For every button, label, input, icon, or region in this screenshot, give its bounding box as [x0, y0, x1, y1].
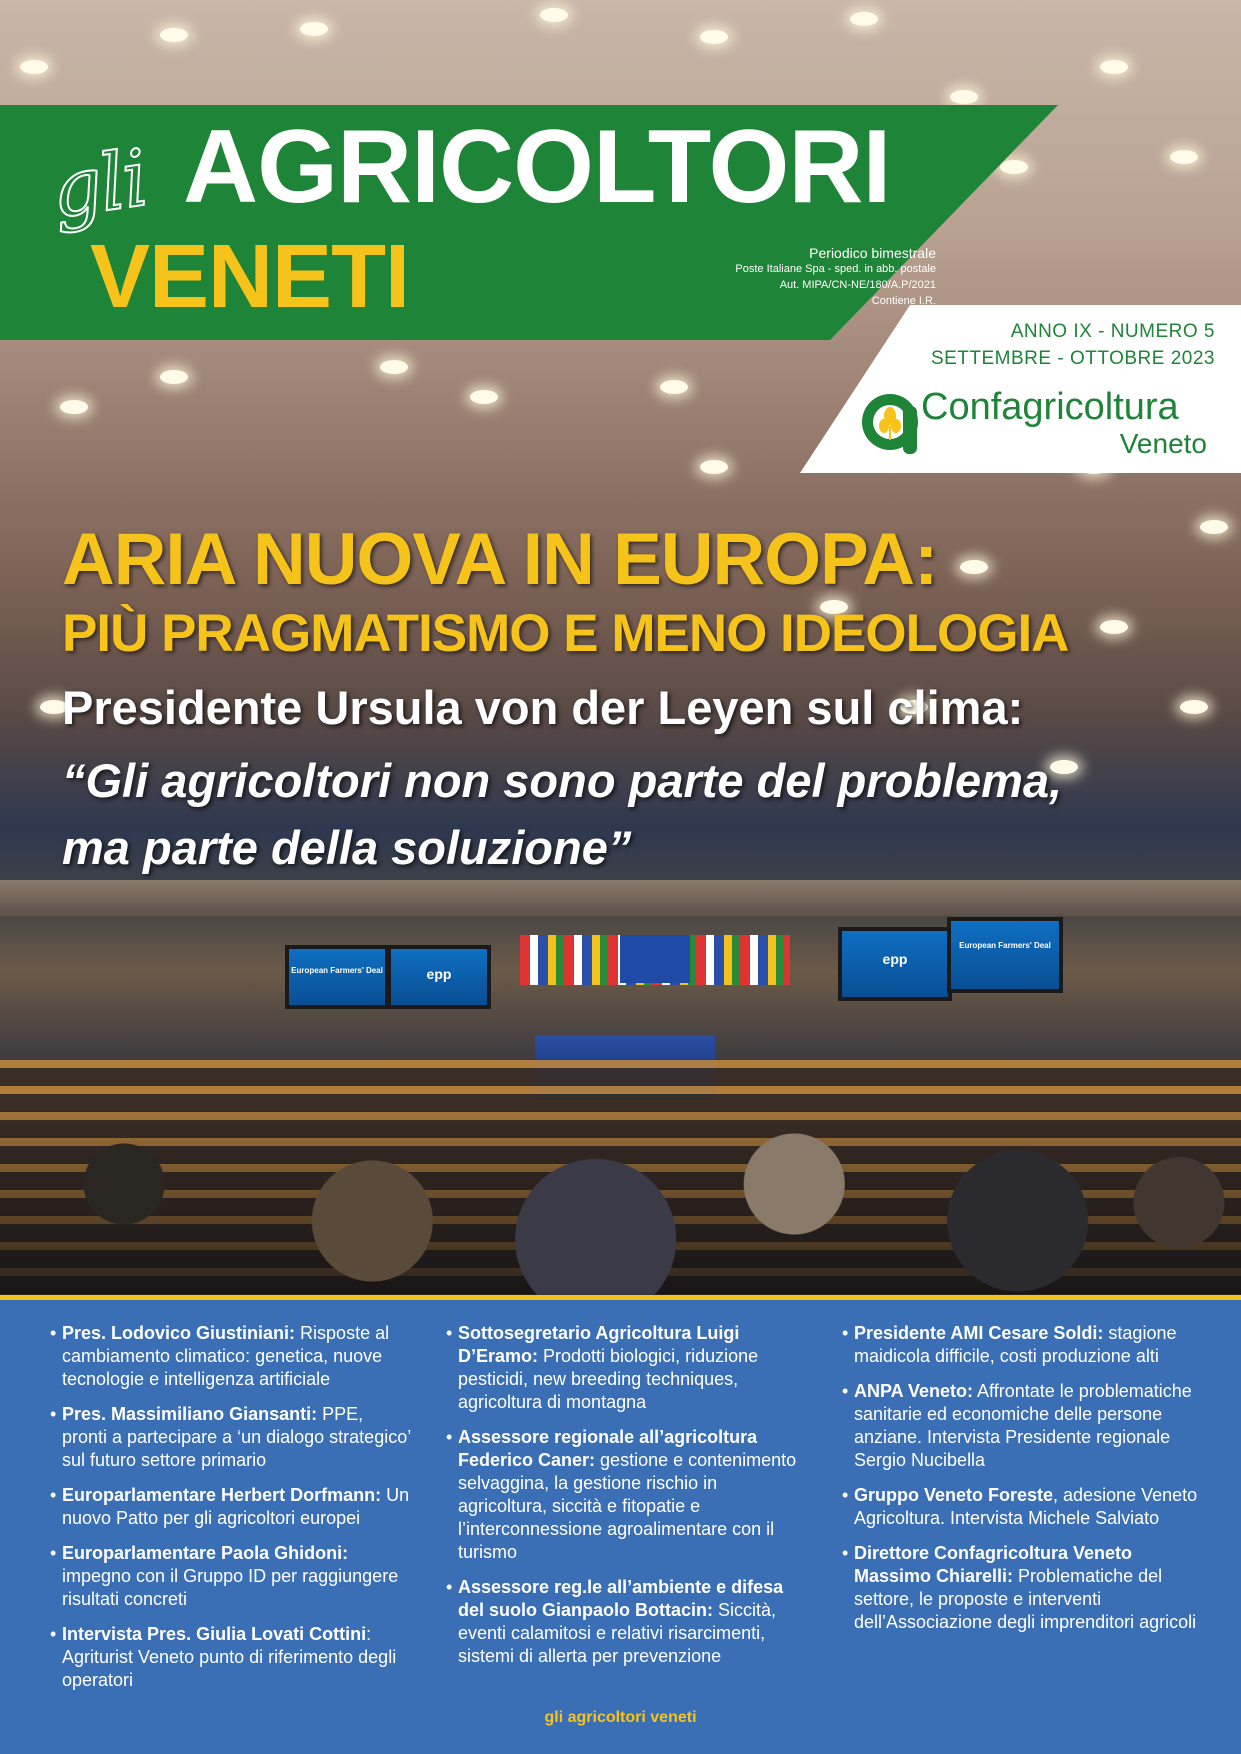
contents-item: • Pres. Massimiliano Giansanti: PPE, pronti a partecipare a ‘un dialogo strategico’ sul futuro settore primario — [50, 1403, 412, 1472]
info-line: Periodico bimestrale — [809, 245, 936, 261]
cover-headline: ARIA NUOVA IN EUROPA: — [62, 519, 938, 600]
logo-region: Veneto — [1119, 428, 1207, 459]
screen-farmers-deal-right: European Farmers' Deal — [947, 917, 1063, 993]
issue-info — [931, 318, 1215, 372]
contents-item: • ANPA Veneto: Affrontate le problematiche sanitarie ed economiche delle persone anziane. Intervista Presidente regionale Sergio Nucibella — [842, 1380, 1204, 1472]
contents-column-3 — [842, 1322, 1204, 1646]
contents-item: • Intervista Pres. Giulia Lovati Cottini: Agriturist Veneto punto di riferimento degli operatori — [50, 1623, 412, 1692]
logo-name: Confagricoltura — [921, 386, 1179, 428]
info-line: Contiene I.R. — [871, 295, 936, 307]
contents-item: • Gruppo Veneto Foreste, adesione Veneto Agricoltura. Intervista Michele Salviato — [842, 1484, 1204, 1530]
contents-item: • Assessore reg.le all’ambiente e difesa del suolo Gianpaolo Bottacin: Siccità, eventi calamitosi e relativi risarcimenti, sistemi di allerta per prevenzione — [446, 1576, 808, 1668]
contents-item: • Europarlamentare Paola Ghidoni: impegno con il Gruppo ID per raggiungere risultati concreti — [50, 1542, 412, 1611]
screen-epp-right: epp — [838, 927, 952, 1001]
confagricoltura-logo-icon — [859, 386, 921, 458]
cover-subheadline: PIÙ PRAGMATISMO E MENO IDEOLOGIA — [62, 604, 1069, 663]
masthead-subtitle: VENETI — [90, 227, 410, 327]
contents-item: • Direttore Confagricoltura Veneto Massimo Chiarelli: Problematiche del settore, le proposte e interventi dell’Associazione degli imprenditori agricoli — [842, 1542, 1204, 1634]
cover-kicker: Presidente Ursula von der Leyen sul clima: — [62, 681, 1024, 734]
publication-info — [735, 245, 936, 309]
issue-number: ANNO IX - NUMERO 5 — [1010, 321, 1215, 342]
issue-date: SETTEMBRE - OTTOBRE 2023 — [930, 348, 1215, 369]
screen-epp-left: epp — [387, 945, 491, 1009]
contents-item: • Presidente AMI Cesare Soldi: stagione maidicola difficile, costi produzione alti — [842, 1322, 1204, 1368]
info-line: Poste Italiane Spa - sped. in abb. postale — [735, 263, 936, 275]
masthead-gli: gli — [46, 133, 152, 237]
contents-item: • Europarlamentare Herbert Dorfmann: Un nuovo Patto per gli agricoltori europei — [50, 1484, 412, 1530]
quote-line: “Gli agricoltori non sono parte del problema, — [62, 754, 1063, 807]
screen-farmers-deal-left: European Farmers' Deal — [285, 945, 389, 1009]
masthead-title: AGRICOLTORI — [183, 109, 891, 225]
divider — [0, 1295, 1241, 1300]
contents-item: • Sottosegretario Agricoltura Luigi D’Eramo: Prodotti biologici, riduzione pesticidi, new breeding techniques, agricoltura di montagna — [446, 1322, 808, 1414]
contents-item: • Pres. Lodovico Giustiniani: Risposte al cambiamento climatico: genetica, nuove tecnologie e intelligenza artificiale — [50, 1322, 412, 1391]
quote-line: ma parte della soluzione” — [62, 821, 632, 874]
contents-column-1 — [50, 1322, 412, 1704]
contents-column-2 — [446, 1322, 808, 1680]
eu-flag — [620, 935, 690, 983]
contents-item: • Assessore regionale all’agricoltura Federico Caner: gestione e contenimento selvaggina, la gestione rischio in agricoltura, siccità e fitopatie e l’interconnessione agroalimentare con il turismo — [446, 1426, 808, 1564]
info-line: Aut. MIPA/CN-NE/180/A.P/2021 — [779, 279, 936, 291]
footer-title: gli agricoltori veneti — [544, 1709, 697, 1726]
cover-quote — [62, 747, 1162, 881]
